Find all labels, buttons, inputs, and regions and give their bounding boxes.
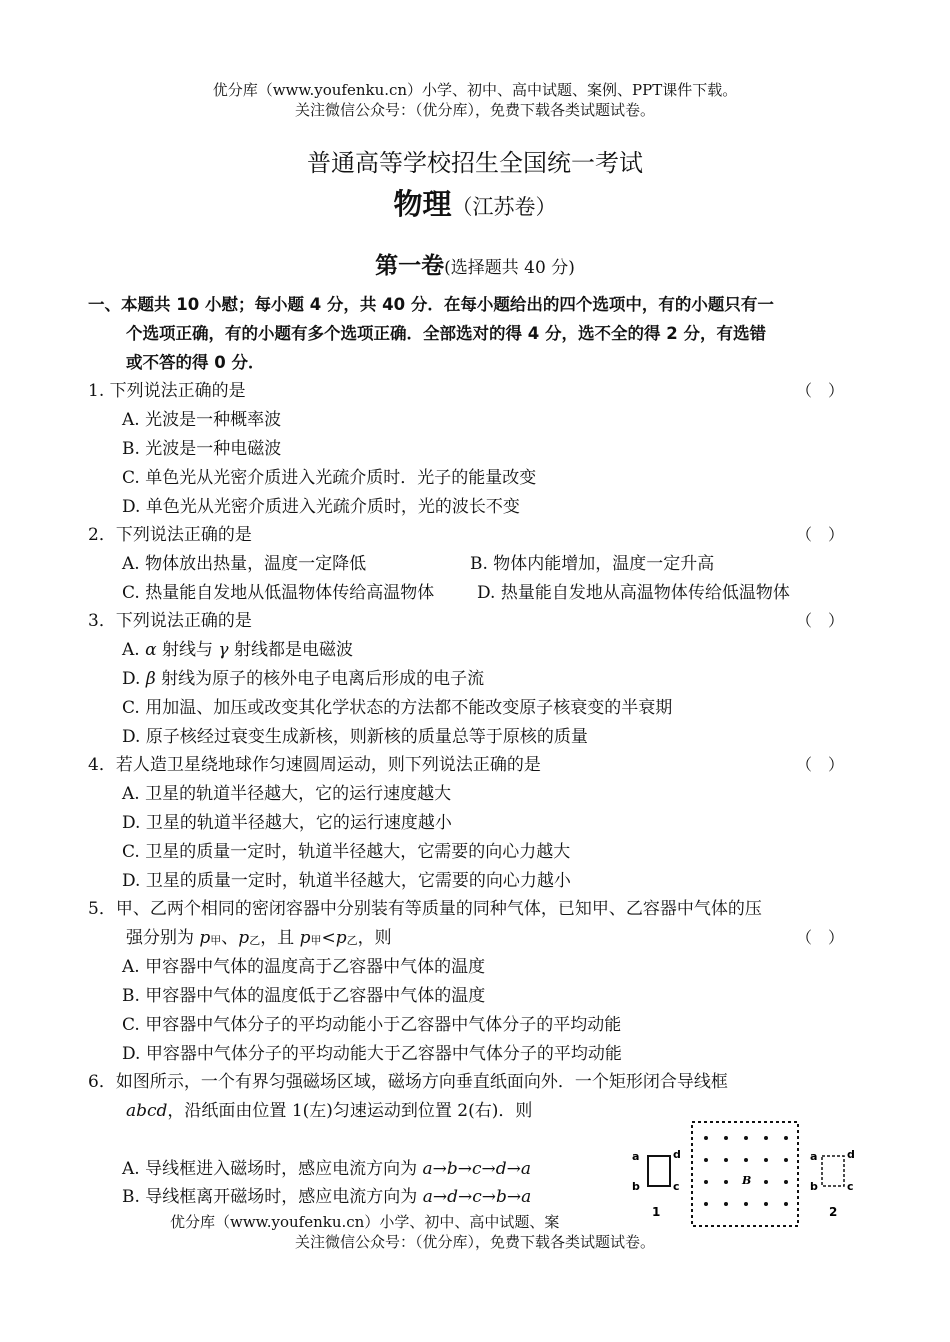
corner-b-2: b	[810, 1180, 818, 1193]
corner-d-1: d	[673, 1148, 681, 1161]
subject-note: （江苏卷）	[451, 195, 557, 219]
field-dot	[704, 1136, 708, 1140]
q6-b-current-path: a→d→c→b→a	[422, 1187, 532, 1207]
q1-option-d: D. 单色光从光密介质进入光疏介质时，光的波长不变	[122, 497, 520, 517]
alpha-symbol: α	[145, 640, 157, 660]
frame-rect-2	[822, 1156, 844, 1186]
field-dot	[724, 1158, 728, 1162]
field-label: B	[742, 1174, 752, 1187]
frame-name: abcd	[126, 1101, 168, 1121]
subject-name: 物理	[393, 187, 452, 221]
position-1-label: 1	[652, 1205, 661, 1219]
q2-option-d: D. 热量能自发地从高温物体传给低温物体	[477, 583, 790, 603]
q2-answer-paren: （ ）	[796, 525, 845, 544]
q5-stem-text-a: 强分别为	[126, 928, 200, 948]
instructions-line-2: 个选项正确，有的小题有多个选项正确．全部选对的得 4 分，选不全的得 2 分，有选错	[126, 324, 766, 343]
p-symbol: p	[299, 928, 311, 948]
instructions-line-1: 一、本题共 10 小慰；每小题 4 分，共 40 分．在每小题给出的四个选项中，有的小题只有一	[88, 295, 774, 314]
q5-option-a: A. 甲容器中气体的温度高于乙容器中气体的温度	[122, 957, 486, 977]
q6-a-current-path: a→b→c→d→a	[422, 1159, 532, 1179]
field-region	[692, 1122, 798, 1226]
q4-option-c: C. 卫星的质量一定时，轨道半径越大，它需要的向心力越大	[122, 842, 571, 862]
frame-position-2	[810, 1148, 855, 1219]
corner-c-1: c	[673, 1180, 680, 1193]
q5-stem-text-b: ，且	[260, 928, 300, 948]
q3-option-c: C. 用加温、加压或改变其化学状态的方法都不能改变原子核衰变的半衰期	[122, 698, 673, 718]
q5-stem-text-c: ，则	[357, 928, 392, 948]
field-dot	[704, 1158, 708, 1162]
field-dot	[764, 1136, 768, 1140]
field-dot	[744, 1136, 748, 1140]
field-dot	[744, 1158, 748, 1162]
corner-a-1: a	[632, 1150, 640, 1163]
q6-stem-line-2	[126, 1100, 532, 1122]
field-dot	[784, 1180, 788, 1184]
q3-b-suffix: 射线为原子的核外电子电离后形成的电子流	[155, 669, 485, 689]
q5-option-c: C. 甲容器中气体分子的平均动能小于乙容器中气体分子的平均动能	[122, 1015, 622, 1035]
subscript-jia: 甲	[310, 934, 322, 947]
q4-option-d: D. 卫星的质量一定时，轨道半径越大，它需要的向心力越小	[122, 871, 571, 891]
frame-position-1	[632, 1148, 681, 1219]
header-line-2: 关注微信公众号：（优分库），免费下载各类试题试卷。	[294, 101, 655, 119]
subscript-jia: 甲	[210, 934, 222, 947]
q3-b-prefix: D.	[122, 669, 146, 689]
q3-a-prefix: A.	[122, 640, 146, 660]
field-dot	[724, 1202, 728, 1206]
footer-line-1: 优分库（www.youfenku.cn）小学、初中、高中试题、案	[170, 1213, 560, 1231]
q2-stem: 2．下列说法正确的是	[88, 525, 252, 545]
field-dot	[724, 1180, 728, 1184]
beta-symbol: β	[145, 669, 156, 689]
header-line-1: 优分库（www.youfenku.cn）小学、初中、高中试题、案例、PPT课件下载。	[212, 81, 738, 99]
q6-stem-line-1: 6．如图所示，一个有界匀强磁场区域，磁场方向垂直纸面向外．一个矩形闭合导线框	[88, 1072, 728, 1092]
field-dot	[704, 1180, 708, 1184]
p-symbol: p	[199, 928, 211, 948]
q1-option-c: C. 单色光从光密介质进入光疏介质时．光子的能量改变	[122, 468, 537, 488]
q1-stem: 1. 下列说法正确的是	[88, 381, 246, 401]
field-dot	[784, 1136, 788, 1140]
subject-title	[0, 186, 950, 225]
field-dot	[784, 1202, 788, 1206]
q2-option-a: A. 物体放出热量，温度一定降低	[122, 554, 367, 574]
q1-option-b: B. 光波是一种电磁波	[122, 439, 282, 459]
p-symbol: p	[335, 928, 347, 948]
q6-option-a	[122, 1158, 531, 1180]
field-dots	[704, 1136, 788, 1206]
q2-option-b: B. 物体内能增加，温度一定升高	[470, 554, 715, 574]
corner-c-2: c	[847, 1180, 854, 1193]
corner-b-1: b	[632, 1180, 640, 1193]
footer-line-2: 关注微信公众号：（优分库），免费下载各类试题试卷。	[294, 1233, 655, 1251]
q2-option-c: C. 热量能自发地从低温物体传给高温物体	[122, 583, 435, 603]
q5-option-b: B. 甲容器中气体的温度低于乙容器中气体的温度	[122, 986, 486, 1006]
corner-d-2: d	[847, 1148, 855, 1161]
corner-a-2: a	[810, 1150, 818, 1163]
field-dot	[764, 1158, 768, 1162]
frame-rect-1	[648, 1156, 670, 1186]
volume-label: 第一卷	[375, 252, 445, 279]
q5-stem-line-1: 5．甲、乙两个相同的密闭容器中分别装有等质量的同种气体，已知甲、乙容器中气体的压	[88, 899, 762, 919]
q3-a-suffix: 射线都是电磁波	[228, 640, 353, 660]
exam-title: 普通高等学校招生全国统一考试	[307, 149, 643, 177]
q6-option-b	[122, 1186, 531, 1208]
q5-option-d: D. 甲容器中气体分子的平均动能大于乙容器中气体分子的平均动能	[122, 1044, 622, 1064]
q3-option-d: D. 原子核经过衰变生成新核，则新核的质量总等于原核的质量	[122, 727, 588, 747]
q4-stem: 4．若人造卫星绕地球作匀速圆周运动，则下列说法正确的是	[88, 755, 541, 775]
q3-option-a	[122, 639, 353, 661]
q1-option-a: A. 光波是一种概率波	[122, 410, 282, 430]
q6-b-text: B. 导线框离开磁场时，感应电流方向为	[122, 1187, 423, 1207]
volume-note: (选择题共 40 分)	[444, 258, 575, 278]
field-dot	[744, 1202, 748, 1206]
field-dot	[724, 1136, 728, 1140]
field-dot	[784, 1158, 788, 1162]
field-dot	[764, 1202, 768, 1206]
q5-separator: 、	[221, 928, 239, 948]
q5-stem-line-2	[126, 927, 392, 952]
subscript-yi: 乙	[249, 934, 261, 947]
field-dot	[764, 1180, 768, 1184]
q1-answer-paren: （ ）	[796, 381, 845, 400]
magnetic-field-figure	[626, 1118, 876, 1228]
field-dot	[704, 1202, 708, 1206]
q3-a-mid: 射线与	[156, 640, 219, 660]
p-symbol: p	[238, 928, 250, 948]
less-than-sign: <	[321, 928, 336, 948]
q6-stem-text: ，沿纸面由位置 1(左)匀速运动到位置 2(右)．则	[167, 1101, 533, 1121]
instructions-line-3: 或不答的得 0 分．	[126, 353, 265, 372]
gamma-symbol: γ	[218, 640, 229, 660]
q5-answer-paren: （ ）	[796, 928, 845, 947]
position-2-label: 2	[829, 1205, 838, 1219]
q3-option-b	[122, 668, 484, 690]
volume-title	[0, 252, 950, 282]
q4-option-b: D. 卫星的轨道半径越大，它的运行速度越小	[122, 813, 452, 833]
q3-stem: 3．下列说法正确的是	[88, 611, 252, 631]
q4-answer-paren: （ ）	[796, 755, 845, 774]
q3-answer-paren: （ ）	[796, 611, 845, 630]
q6-a-text: A. 导线框进入磁场时，感应电流方向为	[122, 1159, 423, 1179]
q4-option-a: A. 卫星的轨道半径越大，它的运行速度越大	[122, 784, 452, 804]
subscript-yi: 乙	[346, 934, 358, 947]
